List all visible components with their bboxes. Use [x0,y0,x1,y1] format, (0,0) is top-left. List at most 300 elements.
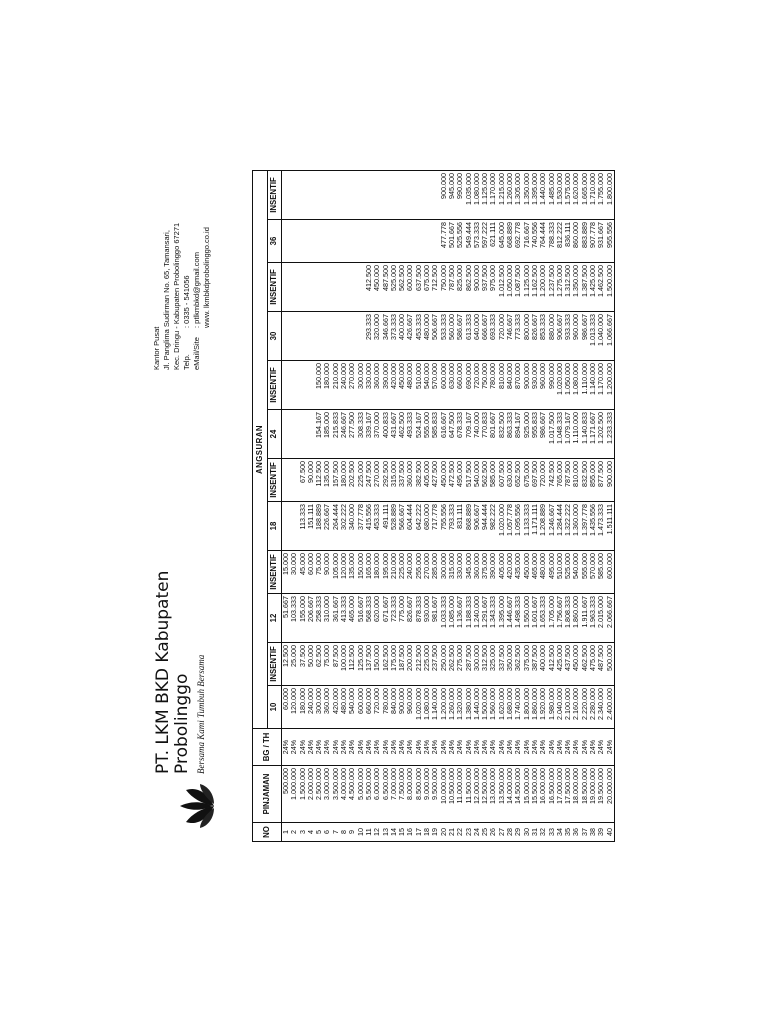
table-cell: 225.000 [357,459,365,502]
table-cell: 1.446.667 [506,594,514,643]
table-cell: 960.000 [406,686,414,729]
table-cell: 45.000 [299,551,307,594]
table-cell: 87.500 [332,643,340,686]
table-cell [357,171,365,220]
table-cell: 37 [581,823,589,842]
table-cell: 495.000 [456,459,464,502]
col-insentif-12: INSENTIF [268,551,282,594]
table-cell: 1.710.000 [589,171,597,220]
table-cell: 660.000 [456,361,464,410]
table-cell: 487.500 [597,643,605,686]
table-cell: 906.667 [556,312,564,361]
table-cell: 1.380.000 [465,686,473,729]
table-cell: 24% [564,729,572,766]
table-cell: 1.395.000 [498,594,506,643]
table-cell: 831.111 [456,502,464,551]
table-cell [382,171,390,220]
table-cell: 717.778 [431,502,439,551]
table-cell: 8.500.000 [415,766,423,823]
table-cell: 24% [597,729,605,766]
table-cell: 955.833 [531,410,539,459]
table-cell: 506.667 [431,312,439,361]
table-cell: 24% [373,729,381,766]
table-cell: 1.705.000 [548,594,556,643]
table-cell: 18.500.000 [581,766,589,823]
table-cell: 5.500.000 [365,766,373,823]
table-cell: 413.333 [340,594,348,643]
table-cell: 480.000 [423,312,431,361]
table-cell: 426.667 [406,312,414,361]
table-cell: 450.000 [572,643,580,686]
table-cell: 540.000 [348,686,356,729]
table-cell: 487.500 [382,263,390,312]
table-cell: 495.000 [548,551,556,594]
table-cell: 20 [440,823,448,842]
table-cell: 112.500 [348,643,356,686]
table-cell: 930.000 [531,361,539,410]
table-cell: 475.000 [589,643,597,686]
table-cell: 462.500 [398,410,406,459]
table-cell [290,312,298,361]
table-cell: 405.000 [423,459,431,502]
table-cell [323,312,331,361]
table-cell: 510.000 [415,361,423,410]
table-cell [290,220,298,263]
table-cell: 900.000 [398,686,406,729]
table-cell: 647.500 [448,410,456,459]
table-cell: 1.110.000 [572,410,580,459]
table-cell: 24% [514,729,522,766]
table-cell: 1.133.333 [523,502,531,551]
table-cell: 755.556 [440,502,448,551]
table-cell [323,220,331,263]
table-cell: 900.000 [523,361,531,410]
table-cell: 675.000 [523,459,531,502]
table-cell: 15.000 [282,551,291,594]
table-cell [290,410,298,459]
table-cell: 801.667 [489,410,497,459]
table-cell [282,410,291,459]
table-cell: 1.601.667 [531,594,539,643]
table-cell: 425.000 [556,643,564,686]
table-cell: 472.500 [448,459,456,502]
table-cell: 24% [357,729,365,766]
table-cell: 17.000.000 [556,766,564,823]
table-cell [290,171,298,220]
table-cell: 555.000 [423,410,431,459]
table-cell: 1.140.000 [431,686,439,729]
table-cell: 6.000.000 [373,766,381,823]
table-cell: 1.080.000 [572,361,580,410]
table-cell: 880.000 [548,312,556,361]
table-cell: 780.000 [382,686,390,729]
table-cell: 870.000 [514,361,522,410]
table-cell: 325.000 [489,643,497,686]
table-cell: 1.048.333 [556,410,564,459]
table-cell [323,263,331,312]
table-cell [332,220,340,263]
table-cell: 362.500 [514,643,522,686]
table-cell: 900.000 [473,263,481,312]
table-cell: 292.500 [382,459,390,502]
table-cell: 262.500 [448,643,456,686]
table-cell: 11.500.000 [465,766,473,823]
table-cell: 1.620.000 [572,171,580,220]
table-cell [307,171,315,220]
table-cell: 524.167 [415,410,423,459]
table-cell: 1.320.000 [456,686,464,729]
table-cell: 500.000 [606,643,615,686]
table-cell: 990.000 [548,361,556,410]
table-cell: 360.000 [473,551,481,594]
table-cell: 1.498.333 [514,594,522,643]
office-address1: Jl. Panglima Sudirman No. 65, Tamansari, [162,230,171,370]
table-cell: 31 [531,823,539,842]
table-cell: 925.000 [523,410,531,459]
table-cell: 1.963.333 [589,594,597,643]
table-cell: 740.556 [531,220,539,263]
table-cell: 18.000.000 [572,766,580,823]
table-cell: 1.343.333 [489,594,497,643]
table-cell: 375.000 [481,551,489,594]
table-cell: 1.240.000 [473,594,481,643]
table-cell: 1.620.000 [498,686,506,729]
table-cell: 310.000 [323,594,331,643]
table-cell: 933.333 [564,312,572,361]
table-cell: 832.500 [581,459,589,502]
table-cell: 377.778 [357,502,365,551]
table-cell: 250.000 [440,643,448,686]
table-cell: 555.000 [581,551,589,594]
table-cell: 195.000 [382,551,390,594]
table-cell: 1.162.500 [531,263,539,312]
table-cell: 480.000 [340,686,348,729]
table-cell: 150.000 [357,551,365,594]
table-cell: 9.500.000 [431,766,439,823]
table-cell: 2.220.000 [581,686,589,729]
table-cell: 8 [340,823,348,842]
table-cell: 180.000 [340,459,348,502]
table-cell: 315.000 [448,551,456,594]
col-insentif-18: INSENTIF [268,459,282,502]
table-cell: 30 [523,823,531,842]
table-cell [282,263,291,312]
table-cell [290,361,298,410]
table-cell: 709.167 [465,410,473,459]
table-cell: 12.000.000 [473,766,481,823]
table-cell: 90.000 [323,551,331,594]
table-cell: 1.800.000 [523,686,531,729]
table-cell: 1.500.000 [299,766,307,823]
table-cell: 23 [465,823,473,842]
table-cell: 15.500.000 [531,766,539,823]
table-cell: 645.000 [498,220,506,263]
website: www. lkmbkdprobolinggo.co.id [202,227,211,328]
table-cell: 1.233.333 [606,410,615,459]
table-cell: 24% [572,729,580,766]
table-cell: 1.012.500 [498,263,506,312]
table-cell: 1.397.778 [581,502,589,551]
table-cell: 1.125.000 [481,171,489,220]
table-cell: 868.889 [465,502,473,551]
table-cell: 387.500 [531,643,539,686]
col-12: 12 [268,594,282,643]
table-cell: 285.000 [431,551,439,594]
table-cell [282,459,291,502]
table-cell: 225.000 [398,551,406,594]
table-cell: 585.000 [597,551,605,594]
table-cell: 826.667 [531,312,539,361]
table-cell [315,263,323,312]
table-cell: 337.500 [498,643,506,686]
table-cell: 400.000 [398,312,406,361]
table-cell: 692.778 [514,220,522,263]
table-cell: 11 [365,823,373,842]
table-cell: 373.333 [390,312,398,361]
table-cell: 4.500.000 [348,766,356,823]
table-cell: 24% [606,729,615,766]
table-cell: 51.667 [282,594,291,643]
table-body [282,171,615,842]
table-cell: 24% [415,729,423,766]
table-cell: 1.125.000 [523,263,531,312]
table-cell: 883.889 [581,220,589,263]
table-cell: 491.111 [382,502,390,551]
table-cell: 302.222 [340,502,348,551]
table-cell: 24% [581,729,589,766]
table-cell: 346.667 [382,312,390,361]
table-cell: 226.667 [323,502,331,551]
table-cell: 1.740.000 [514,686,522,729]
table-cell: 826.667 [406,594,414,643]
table-cell: 1.653.333 [539,594,547,643]
table-cell: 75.000 [315,551,323,594]
col-pinjaman: PINJAMAN [253,766,282,823]
table-cell: 270.000 [373,459,381,502]
col-18: 18 [268,502,282,551]
table-cell: 1.500.000 [481,686,489,729]
table-cell: 12 [373,823,381,842]
table-cell: 215.833 [332,410,340,459]
table-cell: 945.000 [448,171,456,220]
table-cell: 120.000 [340,551,348,594]
table-cell: 103.333 [290,594,298,643]
table-cell: 350.000 [506,643,514,686]
table-cell: 982.222 [489,502,497,551]
table-cell: 877.500 [597,459,605,502]
table-cell: 11.000.000 [456,766,464,823]
table-cell: 1.020.000 [498,502,506,551]
table-cell: 275.000 [456,643,464,686]
table-cell [307,263,315,312]
table-cell [348,171,356,220]
table-cell: 1.305.000 [514,171,522,220]
office-title: Kantor Pusat [152,326,161,370]
table-cell: 25.000 [290,643,298,686]
table-cell [307,220,315,263]
table-cell: 412.500 [548,643,556,686]
table-cell: 33 [548,823,556,842]
table-cell: 187.500 [398,643,406,686]
table-cell: 8.000.000 [406,766,414,823]
table-cell: 20.000.000 [606,766,615,823]
table-cell [365,171,373,220]
table-cell: 1.066.667 [606,312,615,361]
table-cell: 607.500 [498,459,506,502]
table-cell: 308.333 [357,410,365,459]
table-cell: 420.000 [390,361,398,410]
table-cell: 720.000 [373,686,381,729]
table-cell: 15 [398,823,406,842]
table-cell: 907.778 [589,220,597,263]
table-cell: 312.500 [481,643,489,686]
table-cell: 775.000 [398,594,406,643]
table-cell: 24% [448,729,456,766]
table-cell: 12.500 [282,643,291,686]
table-cell: 652.500 [514,459,522,502]
table-cell: 264.444 [332,502,340,551]
table-cell: 24% [456,729,464,766]
table-cell: 1.440.000 [539,171,547,220]
table-cell: 931.667 [597,220,605,263]
table-cell: 162.500 [382,643,390,686]
table-cell: 793.333 [448,502,456,551]
table-cell: 360.000 [406,459,414,502]
table-cell: 210.000 [390,551,398,594]
table-cell: 24% [307,729,315,766]
table-cell: 293.333 [365,312,373,361]
table-cell: 7.500.000 [398,766,406,823]
table-cell: 24% [556,729,564,766]
table-cell: 60.000 [307,551,315,594]
table-cell: 370.000 [373,410,381,459]
table-cell: 24% [390,729,398,766]
table-cell: 1.080.000 [423,686,431,729]
company-logo [178,780,218,832]
table-cell: 24% [315,729,323,766]
table-cell: 50.000 [307,643,315,686]
table-cell: 1.755.000 [597,171,605,220]
table-cell: 28 [506,823,514,842]
table-cell: 1.171.667 [589,410,597,459]
table-cell: 764.444 [539,220,547,263]
company-name [154,571,192,774]
table-cell: 585.833 [431,410,439,459]
table-cell: 1.033.333 [440,594,448,643]
table-cell: 14.000.000 [506,766,514,823]
table-cell: 112.500 [315,459,323,502]
table-cell: 185.000 [323,410,331,459]
table-cell: 1.284.444 [556,502,564,551]
table-cell: 320.000 [373,312,381,361]
table-cell: 450.000 [373,263,381,312]
table-cell: 855.000 [589,459,597,502]
table-cell: 540.000 [572,551,580,594]
table-cell: 100.000 [340,643,348,686]
table-cell: 723.333 [390,594,398,643]
table-cell: 525.000 [390,263,398,312]
table-cell: 150.000 [373,643,381,686]
table-cell: 24% [473,729,481,766]
table-cell [299,263,307,312]
table-cell: 270.000 [423,551,431,594]
table-cell: 1.473.333 [597,502,605,551]
table-cell: 5.000.000 [357,766,365,823]
table-cell: 600.000 [606,551,615,594]
table-cell: 1.013.333 [589,312,597,361]
table-cell: 437.500 [564,643,572,686]
table-cell: 878.333 [415,594,423,643]
table-cell [423,220,431,263]
table-cell: 493.333 [406,410,414,459]
table-cell: 210.000 [332,361,340,410]
table-cell: 690.000 [465,361,473,410]
table-cell: 600.000 [440,361,448,410]
table-cell: 1.079.167 [564,410,572,459]
table-cell: 75.000 [323,643,331,686]
table-cell: 671.667 [382,594,390,643]
table-cell: 621.111 [489,220,497,263]
table-cell: 400.000 [539,643,547,686]
table-cell: 668.889 [506,220,514,263]
table-cell: 13.000.000 [489,766,497,823]
table-cell: 825.000 [456,263,464,312]
table-cell [390,220,398,263]
table-cell: 1.000.000 [290,766,298,823]
table-cell: 680.000 [423,502,431,551]
table-cell: 24% [523,729,531,766]
table-cell: 1.136.667 [456,594,464,643]
table-cell: 390.000 [382,361,390,410]
table-cell: 14.500.000 [514,766,522,823]
table-cell [282,361,291,410]
table-cell: 240.000 [406,551,414,594]
table-cell: 13 [382,823,390,842]
table-cell: 2 [290,823,298,842]
table-cell: 1.387.500 [581,263,589,312]
table-cell: 453.333 [373,502,381,551]
table-cell: 570.000 [431,361,439,410]
table-cell: 255.000 [415,551,423,594]
table-cell: 720.000 [498,312,506,361]
table-cell: 180.000 [299,686,307,729]
table-cell: 24% [340,729,348,766]
table-cell [357,220,365,263]
table-cell: 2.040.000 [556,686,564,729]
table-cell: 34 [556,823,564,842]
table-cell: 60.000 [282,686,291,729]
table-cell: 7 [332,823,340,842]
email-label: eMail/Site [192,337,201,370]
table-cell: 300.000 [315,686,323,729]
table-cell: 113.333 [299,502,307,551]
company-name-line1: PT. LKM BKD Kabupaten [153,570,173,774]
table-cell: 597.222 [481,220,489,263]
table-cell: 202.500 [348,459,356,502]
table-cell: 24% [539,729,547,766]
table-cell [299,410,307,459]
table-cell: 1.530.000 [556,171,564,220]
table-cell [340,171,348,220]
table-cell: 1.095.556 [514,502,522,551]
table-cell: 1.350.000 [572,263,580,312]
table-cell: 1.020.000 [556,361,564,410]
table-cell [340,312,348,361]
table-cell: 1.170.000 [489,171,497,220]
table-cell: 1.500.000 [606,263,615,312]
table-cell: 382.500 [415,459,423,502]
table-cell: 27 [498,823,506,842]
